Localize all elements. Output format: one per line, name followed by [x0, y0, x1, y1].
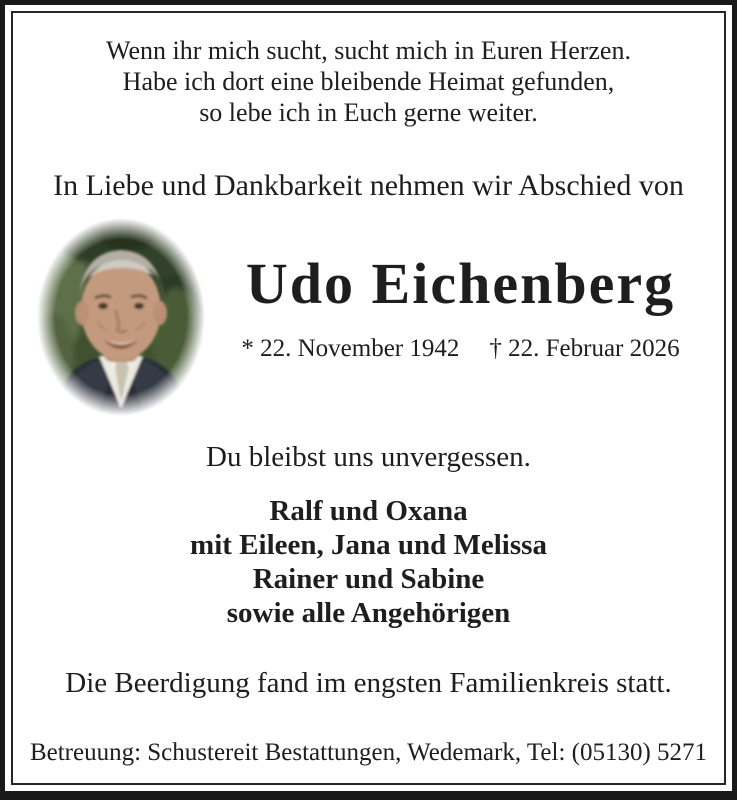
portrait-photo-image	[37, 218, 205, 416]
remembrance-line: Du bleibst uns unvergessen.	[206, 441, 531, 473]
mourners-line: sowie alle Angehörigen	[226, 597, 511, 629]
funeral-home-line: Betreuung: Schustereit Bestattungen, Wedemark, Tel: (05130) 5271	[29, 739, 708, 766]
burial-line: Die Beerdigung fand im engsten Familienkreis statt.	[65, 667, 672, 699]
quote-line: Wenn ihr mich sucht, sucht mich in Euren Herzen.	[106, 36, 631, 65]
life-dates	[205, 334, 716, 364]
death-date: † 22. Februar 2026	[489, 335, 680, 362]
portrait-photo	[37, 218, 205, 416]
mourners-block	[21, 494, 716, 630]
inner-border-frame	[11, 11, 726, 785]
quote-line: so lebe ich in Euch gerne weiter.	[199, 98, 538, 127]
mourners-line: Ralf und Oxana	[269, 495, 468, 527]
portrait-row	[21, 218, 716, 416]
deceased-name: Udo Eichenberg	[245, 251, 676, 316]
birth-date: * 22. November 1942	[241, 335, 460, 362]
quote-line: Habe ich dort eine bleibende Heimat gefunden,	[122, 67, 615, 96]
mourners-line: mit Eileen, Jana und Melissa	[190, 529, 547, 561]
farewell-line: In Liebe und Dankbarkeit nehmen wir Abschied von	[53, 169, 684, 202]
name-block	[205, 218, 716, 364]
memorial-quote	[21, 35, 716, 128]
mourners-line: Rainer und Sabine	[252, 563, 485, 595]
